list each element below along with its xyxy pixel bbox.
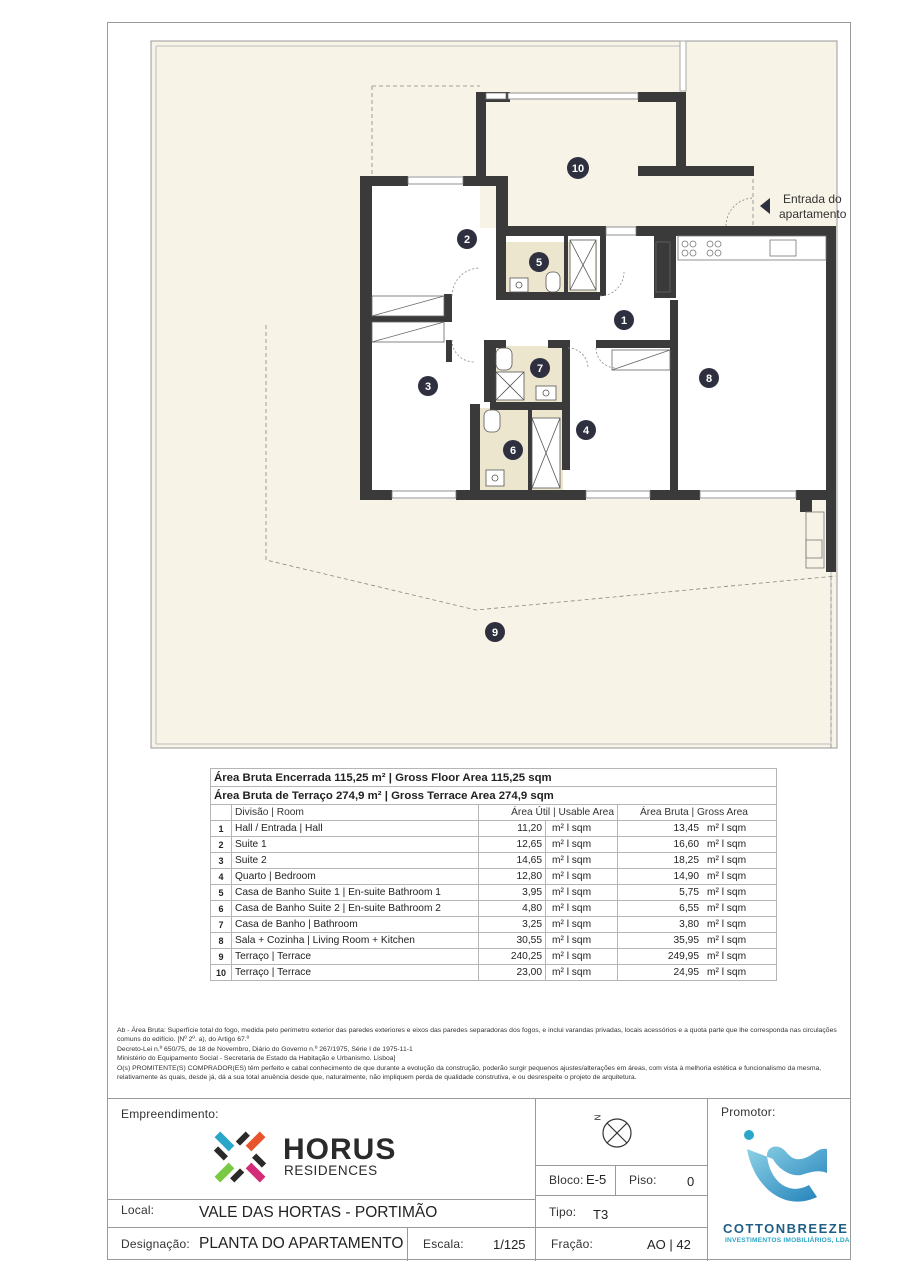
svg-text:6: 6 xyxy=(509,445,517,457)
row-gross: 3,80 m² l sqm xyxy=(618,917,777,933)
areas-table xyxy=(210,768,777,981)
room-badge-2 xyxy=(457,229,477,249)
row-number: 3 xyxy=(211,853,232,869)
svg-text:8: 8 xyxy=(705,373,713,385)
note-decree: Decreto-Lei n.º 650/75, de 18 de Novembro, Diário do Governo n.º 267/1975, Série I de 1975-11-1 xyxy=(117,1045,413,1053)
promotor-sub: INVESTIMENTOS IMOBILIÁRIOS, LDA xyxy=(725,1237,850,1244)
row-usable-unit: m² l sqm xyxy=(546,917,618,933)
designacao-value: PLANTA DO APARTAMENTO xyxy=(199,1235,404,1252)
row-usable-unit: m² l sqm xyxy=(546,901,618,917)
row-number: 1 xyxy=(211,821,232,837)
row-usable: 11,20 xyxy=(479,821,546,837)
row-gross: 24,95 m² l sqm xyxy=(618,965,777,981)
north-label: N xyxy=(593,1114,603,1121)
table-row xyxy=(211,853,777,869)
row-room: Quarto | Bedroom xyxy=(232,869,479,885)
room-badge-9 xyxy=(485,622,505,642)
piso-label: Piso: xyxy=(629,1173,657,1187)
row-number: 5 xyxy=(211,885,232,901)
row-number: 2 xyxy=(211,837,232,853)
escala-value: 1/125 xyxy=(493,1237,526,1252)
terrace-10 xyxy=(480,92,752,228)
brand-sub: RESIDENCES xyxy=(284,1163,378,1178)
table-row xyxy=(211,821,777,837)
row-number: 10 xyxy=(211,965,232,981)
promotor-label: Promotor: xyxy=(721,1105,776,1119)
table-row xyxy=(211,933,777,949)
row-room: Terraço | Terrace xyxy=(232,965,479,981)
room-badge-3 xyxy=(418,376,438,396)
room-badge-7 xyxy=(530,358,550,378)
table-row xyxy=(211,965,777,981)
row-usable: 30,55 xyxy=(479,933,546,949)
room-badge-5 xyxy=(529,252,549,272)
row-usable-unit: m² l sqm xyxy=(546,853,618,869)
tipo-value: T3 xyxy=(593,1207,609,1222)
row-gross: 13,45 m² l sqm xyxy=(618,821,777,837)
entrance-label-line1: Entrada do xyxy=(783,192,842,206)
svg-text:10: 10 xyxy=(571,163,585,175)
row-usable-unit: m² l sqm xyxy=(546,933,618,949)
fracao-label: Fração: xyxy=(551,1237,594,1251)
row-usable: 4,80 xyxy=(479,901,546,917)
row-room: Terraço | Terrace xyxy=(232,949,479,965)
row-room: Suite 2 xyxy=(232,853,479,869)
row-number: 4 xyxy=(211,869,232,885)
row-usable: 240,25 xyxy=(479,949,546,965)
row-usable: 12,80 xyxy=(479,869,546,885)
row-gross: 6,55 m² l sqm xyxy=(618,901,777,917)
tipo-label: Tipo: xyxy=(549,1205,577,1219)
row-usable: 3,95 xyxy=(479,885,546,901)
row-room: Sala + Cozinha | Living Room + Kitchen xyxy=(232,933,479,949)
row-gross: 18,25 m² l sqm xyxy=(618,853,777,869)
table-row xyxy=(211,949,777,965)
designacao-label: Designação: xyxy=(121,1237,190,1251)
svg-text:9: 9 xyxy=(491,627,499,639)
row-number: 9 xyxy=(211,949,232,965)
row-room: Casa de Banho Suite 1 | En-suite Bathroom 1 xyxy=(232,885,479,901)
room-badge-1 xyxy=(614,310,634,330)
row-gross: 14,90 m² l sqm xyxy=(618,869,777,885)
row-usable: 23,00 xyxy=(479,965,546,981)
row-room: Casa de Banho | Bathroom xyxy=(232,917,479,933)
table-row xyxy=(211,901,777,917)
room-badge-6 xyxy=(503,440,523,460)
row-usable-unit: m² l sqm xyxy=(546,965,618,981)
row-number: 7 xyxy=(211,917,232,933)
row-gross: 249,95 m² l sqm xyxy=(618,949,777,965)
fracao-value: AO | 42 xyxy=(647,1237,691,1252)
note-ministry: Ministério do Equipamento Social - Secretaria de Estado da Habitação e Urbanismo. Lisboa] xyxy=(117,1054,396,1062)
room-badge-8 xyxy=(699,368,719,388)
row-gross: 16,60 m² l sqm xyxy=(618,837,777,853)
cottonbreeze-logo-icon xyxy=(743,1125,835,1215)
table-header-row xyxy=(211,805,777,821)
row-usable-unit: m² l sqm xyxy=(546,821,618,837)
row-usable-unit: m² l sqm xyxy=(546,949,618,965)
row-room: Suite 1 xyxy=(232,837,479,853)
bloco-value: E-5 xyxy=(586,1172,607,1187)
col-usable: Área Útil | Usable Area xyxy=(479,805,618,821)
row-usable: 3,25 xyxy=(479,917,546,933)
promotor-name: COTTONBREEZE xyxy=(723,1221,849,1236)
row-usable-unit: m² l sqm xyxy=(546,837,618,853)
svg-text:5: 5 xyxy=(535,257,543,269)
room-badge-4 xyxy=(576,420,596,440)
svg-text:7: 7 xyxy=(536,363,544,375)
row-room: Casa de Banho Suite 2 | En-suite Bathroom 2 xyxy=(232,901,479,917)
row-gross: 5,75 m² l sqm xyxy=(618,885,777,901)
row-gross: 35,95 m² l sqm xyxy=(618,933,777,949)
svg-text:2: 2 xyxy=(463,234,471,246)
table-row xyxy=(211,837,777,853)
room-badge-10 xyxy=(567,157,589,179)
col-division: Divisão | Room xyxy=(232,805,479,821)
row-usable: 12,65 xyxy=(479,837,546,853)
row-usable-unit: m² l sqm xyxy=(546,869,618,885)
note-buyers: O(s) PROMITENTE(S) COMPRADOR(ES) têm perfeito e cabal conhecimento de que durante a evolução da construção, poderão surgir pequenos ajustes/alterações em áreas, com vista à melhoria estética e funcionalismo da mesma, relativamente às quais, desde já, dá a sua total anuência desde que, naturalmente, não impliquem perda de qualidade construtiva, e ou desrespeite o projeto de arquitetura. xyxy=(117,1065,822,1082)
svg-text:3: 3 xyxy=(424,381,432,393)
gross-floor-area: Área Bruta Encerrada 115,25 m² | Gross Floor Area 115,25 sqm xyxy=(211,769,777,787)
row-usable: 14,65 xyxy=(479,853,546,869)
piso-value: 0 xyxy=(687,1174,695,1189)
row-room: Hall / Entrada | Hall xyxy=(232,821,479,837)
col-gross: Área Bruta | Gross Area xyxy=(618,805,777,821)
table-row xyxy=(211,917,777,933)
brand-name: HORUS xyxy=(283,1133,397,1166)
bloco-label: Bloco: xyxy=(549,1173,584,1187)
empreendimento-label: Empreendimento: xyxy=(121,1107,219,1121)
gross-terrace-area: Área Bruta de Terraço 274,9 m² | Gross Terrace Area 274,9 sqm xyxy=(211,787,777,805)
table-row xyxy=(211,869,777,885)
entrance-label-line2: apartamento xyxy=(779,207,847,221)
row-usable-unit: m² l sqm xyxy=(546,885,618,901)
row-number: 8 xyxy=(211,933,232,949)
note-gross-area: Ab - Área Bruta: Superfície total do fogo, medida pelo perímetro exterior das paredes exteriores e eixos das paredes separadoras dos fogos, e inclui varandas privadas, locais acessórios e a quota parte que lhe corresponda nas circulações comuns do edifício. [Nº 2º. a), do Artigo 67.º xyxy=(117,1027,837,1044)
svg-text:4: 4 xyxy=(582,425,590,437)
legal-notes xyxy=(117,1026,852,1083)
north-arrow-icon xyxy=(585,1115,635,1151)
table-row xyxy=(211,885,777,901)
svg-text:1: 1 xyxy=(620,315,628,327)
horus-logo-icon xyxy=(203,1121,277,1193)
row-number: 6 xyxy=(211,901,232,917)
local-value: VALE DAS HORTAS - PORTIMÃO xyxy=(199,1204,438,1221)
local-label: Local: xyxy=(121,1203,155,1217)
title-block xyxy=(107,1098,851,1261)
escala-label: Escala: xyxy=(423,1237,464,1251)
